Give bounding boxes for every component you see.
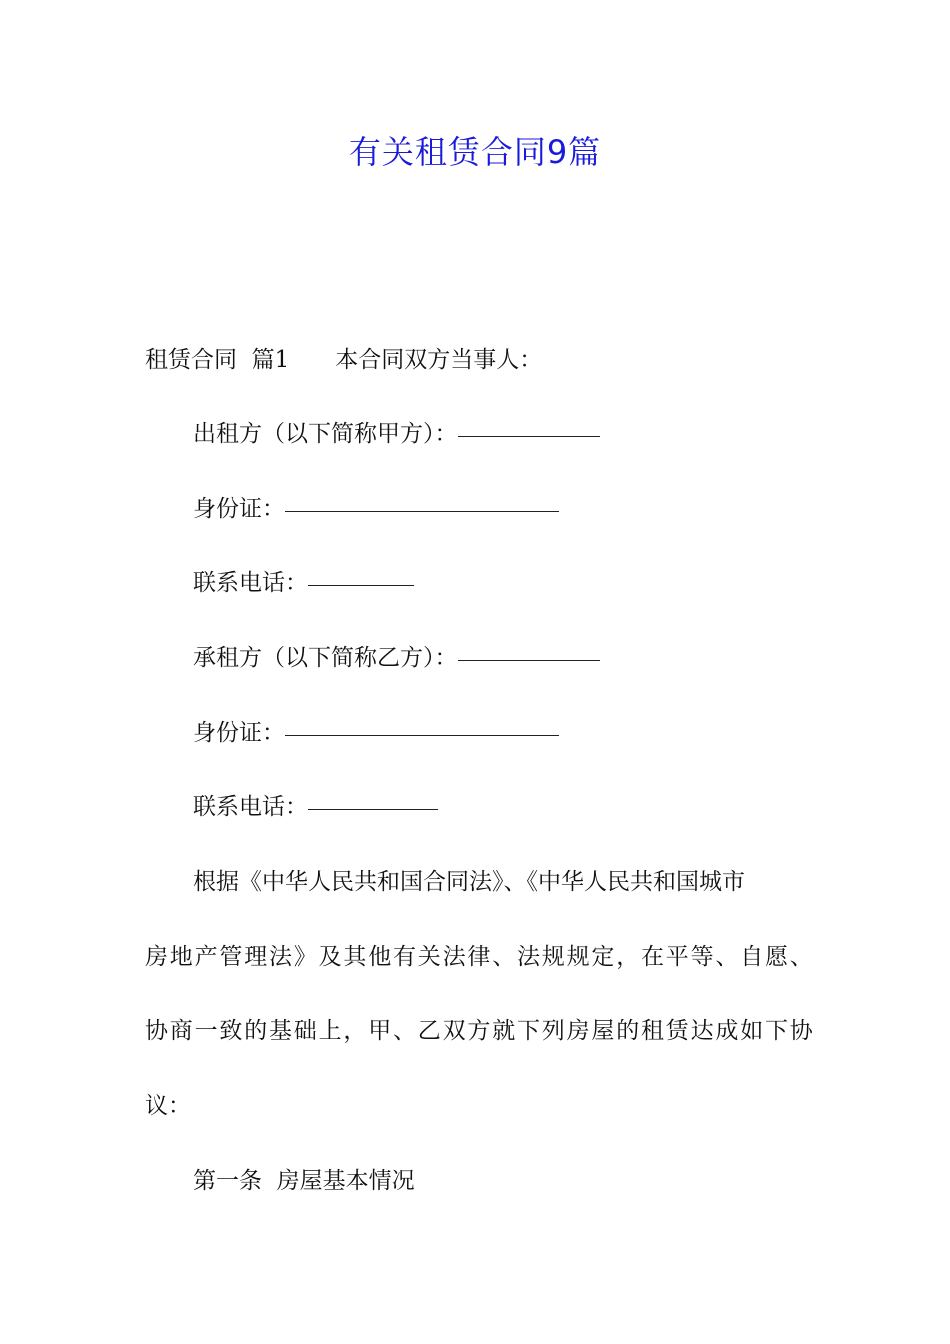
lessor-phone-line: [145, 565, 863, 601]
lessor-id-label: 身份证：: [193, 496, 285, 522]
lessee-phone-line: [145, 789, 863, 825]
section-heading: 租赁合同 篇1: [145, 347, 290, 373]
lessee-phone-blank: [308, 785, 438, 810]
paragraph-line: 议：: [145, 1093, 191, 1119]
lessor-id-blank: [285, 487, 559, 512]
document-title: 有关租赁合同9篇: [348, 133, 602, 171]
lessee-label: 承租方（以下简称乙方）：: [193, 645, 458, 671]
lessee-id-blank: [285, 711, 559, 736]
paragraph-line: 房地产管理法》及其他有关法律、法规规定，在平等、自愿、: [145, 944, 815, 970]
lessor-id-line: [145, 491, 863, 527]
paragraph-line: 根据《中华人民共和国合同法》、《中华人民共和国城市: [193, 869, 745, 895]
lessee-id-label: 身份证：: [193, 720, 285, 746]
lessee-id-line: [145, 715, 863, 751]
article-heading: 第一条 房屋基本情况: [193, 1168, 415, 1194]
lessor-label: 出租方（以下简称甲方）：: [193, 421, 458, 447]
lessor-line: [145, 416, 863, 452]
heading-line: [145, 342, 815, 378]
lessee-name-blank: [458, 636, 600, 661]
lessor-name-blank: [458, 412, 600, 437]
lessee-line: [145, 640, 863, 676]
lessor-phone-blank: [308, 561, 414, 586]
lessee-phone-label: 联系电话：: [193, 794, 308, 820]
lessor-phone-label: 联系电话：: [193, 570, 308, 596]
paragraph-line: 协商一致的基础上，甲、乙双方就下列房屋的租赁达成如下协: [145, 1018, 815, 1044]
intro-text: 本合同双方当事人：: [335, 347, 543, 373]
